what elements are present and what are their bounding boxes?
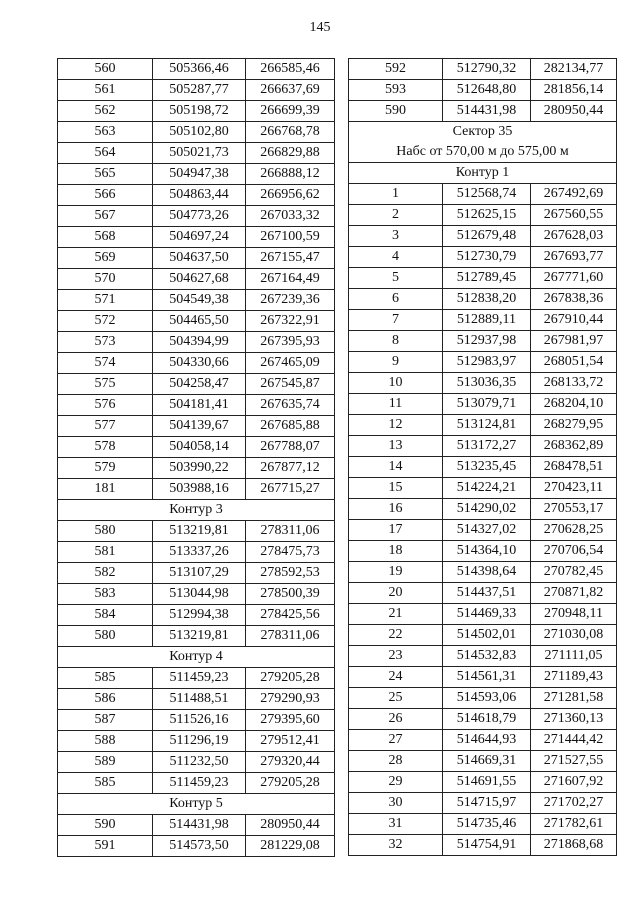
x-coordinate-cell: 514431,98 (153, 815, 246, 836)
table-row (58, 416, 335, 437)
table-row (58, 269, 335, 290)
table-row (58, 332, 335, 353)
point-number-cell: 6 (349, 289, 443, 310)
table-row (349, 394, 617, 415)
y-coordinate-cell: 271189,43 (531, 667, 617, 688)
x-coordinate-cell: 504863,44 (153, 185, 246, 206)
coordinates-table-right (348, 58, 617, 856)
y-coordinate-cell: 271868,68 (531, 835, 617, 856)
table-row (349, 772, 617, 793)
y-coordinate-cell: 266585,46 (246, 59, 335, 80)
point-number-cell: 590 (58, 815, 153, 836)
table-row (349, 247, 617, 268)
contour-header-row (58, 500, 335, 521)
y-coordinate-cell: 267628,03 (531, 226, 617, 247)
y-coordinate-cell: 267685,88 (246, 416, 335, 437)
x-coordinate-cell: 514618,79 (443, 709, 531, 730)
x-coordinate-cell: 513172,27 (443, 436, 531, 457)
x-coordinate-cell: 514502,01 (443, 625, 531, 646)
y-coordinate-cell: 267239,36 (246, 290, 335, 311)
point-number-cell: 589 (58, 752, 153, 773)
x-coordinate-cell: 511296,19 (153, 731, 246, 752)
y-coordinate-cell: 267492,69 (531, 184, 617, 205)
point-number-cell: 567 (58, 206, 153, 227)
point-number-cell: 22 (349, 625, 443, 646)
table-row (349, 499, 617, 520)
y-coordinate-cell: 281229,08 (246, 836, 335, 857)
point-number-cell: 27 (349, 730, 443, 751)
y-coordinate-cell: 267545,87 (246, 374, 335, 395)
y-coordinate-cell: 271281,58 (531, 688, 617, 709)
x-coordinate-cell: 512789,45 (443, 268, 531, 289)
table-row (58, 563, 335, 584)
point-number-cell: 566 (58, 185, 153, 206)
point-number-cell: 26 (349, 709, 443, 730)
point-number-cell: 585 (58, 668, 153, 689)
point-number-cell: 4 (349, 247, 443, 268)
table-row (58, 605, 335, 626)
x-coordinate-cell: 513079,71 (443, 394, 531, 415)
table-row (58, 521, 335, 542)
y-coordinate-cell: 266888,12 (246, 164, 335, 185)
point-number-cell: 573 (58, 332, 153, 353)
point-number-cell: 21 (349, 604, 443, 625)
table-row (349, 814, 617, 835)
x-coordinate-cell: 512568,74 (443, 184, 531, 205)
table-row (58, 437, 335, 458)
point-number-cell: 8 (349, 331, 443, 352)
y-coordinate-cell: 267771,60 (531, 268, 617, 289)
contour-header-row (349, 163, 617, 184)
table-row (349, 730, 617, 751)
y-coordinate-cell: 270628,25 (531, 520, 617, 541)
y-coordinate-cell: 271527,55 (531, 751, 617, 772)
table-row (58, 311, 335, 332)
coordinates-table-left (57, 58, 335, 857)
point-number-cell: 12 (349, 415, 443, 436)
x-coordinate-cell: 512937,98 (443, 331, 531, 352)
point-number-cell: 583 (58, 584, 153, 605)
y-coordinate-cell: 271030,08 (531, 625, 617, 646)
x-coordinate-cell: 505366,46 (153, 59, 246, 80)
y-coordinate-cell: 280950,44 (531, 101, 617, 122)
point-number-cell: 575 (58, 374, 153, 395)
table-row (349, 268, 617, 289)
point-number-cell: 19 (349, 562, 443, 583)
table-row (349, 226, 617, 247)
point-number-cell: 14 (349, 457, 443, 478)
page-number: 145 (309, 20, 331, 35)
y-coordinate-cell: 279320,44 (246, 752, 335, 773)
point-number-cell: 5 (349, 268, 443, 289)
table-row (58, 752, 335, 773)
sector-title: Сектор 35 (452, 124, 513, 139)
x-coordinate-cell: 514437,51 (443, 583, 531, 604)
table-row (349, 310, 617, 331)
y-coordinate-cell: 279512,41 (246, 731, 335, 752)
x-coordinate-cell: 514691,55 (443, 772, 531, 793)
x-coordinate-cell: 512679,48 (443, 226, 531, 247)
point-number-cell: 563 (58, 122, 153, 143)
y-coordinate-cell: 268362,89 (531, 436, 617, 457)
y-coordinate-cell: 266699,39 (246, 101, 335, 122)
y-coordinate-cell: 267877,12 (246, 458, 335, 479)
y-coordinate-cell: 270948,11 (531, 604, 617, 625)
point-number-cell: 561 (58, 80, 153, 101)
point-number-cell: 581 (58, 542, 153, 563)
x-coordinate-cell: 504627,68 (153, 269, 246, 290)
point-number-cell: 565 (58, 164, 153, 185)
x-coordinate-cell: 514469,33 (443, 604, 531, 625)
table-row (58, 227, 335, 248)
x-coordinate-cell: 512730,79 (443, 247, 531, 268)
table-row (58, 584, 335, 605)
table-row (349, 583, 617, 604)
x-coordinate-cell: 512983,97 (443, 352, 531, 373)
table-row (58, 479, 335, 500)
y-coordinate-cell: 278425,56 (246, 605, 335, 626)
x-coordinate-cell: 505198,72 (153, 101, 246, 122)
point-number-cell: 571 (58, 290, 153, 311)
x-coordinate-cell: 512994,38 (153, 605, 246, 626)
y-coordinate-cell: 267715,27 (246, 479, 335, 500)
x-coordinate-cell: 512889,11 (443, 310, 531, 331)
x-coordinate-cell: 503988,16 (153, 479, 246, 500)
x-coordinate-cell: 514327,02 (443, 520, 531, 541)
x-coordinate-cell: 514561,31 (443, 667, 531, 688)
x-coordinate-cell: 504258,47 (153, 374, 246, 395)
contour-header-row (58, 794, 335, 815)
point-number-cell: 11 (349, 394, 443, 415)
table-row (58, 185, 335, 206)
table-row (349, 751, 617, 772)
y-coordinate-cell: 268051,54 (531, 352, 617, 373)
point-number-cell: 7 (349, 310, 443, 331)
y-coordinate-cell: 267322,91 (246, 311, 335, 332)
table-row (349, 205, 617, 226)
point-number-cell: 587 (58, 710, 153, 731)
table-row (349, 562, 617, 583)
x-coordinate-cell: 504773,26 (153, 206, 246, 227)
x-coordinate-cell: 513219,81 (153, 521, 246, 542)
y-coordinate-cell: 268204,10 (531, 394, 617, 415)
y-coordinate-cell: 280950,44 (246, 815, 335, 836)
point-number-cell: 592 (349, 59, 443, 80)
x-coordinate-cell: 512648,80 (443, 80, 531, 101)
y-coordinate-cell: 270553,17 (531, 499, 617, 520)
contour-header: Контур 4 (58, 647, 335, 668)
y-coordinate-cell: 267033,32 (246, 206, 335, 227)
table-row (58, 290, 335, 311)
point-number-cell: 579 (58, 458, 153, 479)
point-number-cell: 13 (349, 436, 443, 457)
y-coordinate-cell: 278592,53 (246, 563, 335, 584)
x-coordinate-cell: 504947,38 (153, 164, 246, 185)
table-row (58, 542, 335, 563)
table-row (349, 835, 617, 856)
point-number-cell: 10 (349, 373, 443, 394)
x-coordinate-cell: 512838,20 (443, 289, 531, 310)
y-coordinate-cell: 266829,88 (246, 143, 335, 164)
y-coordinate-cell: 271360,13 (531, 709, 617, 730)
y-coordinate-cell: 267560,55 (531, 205, 617, 226)
table-row (58, 773, 335, 794)
point-number-cell: 25 (349, 688, 443, 709)
x-coordinate-cell: 505287,77 (153, 80, 246, 101)
table-row (58, 689, 335, 710)
point-number-cell: 24 (349, 667, 443, 688)
contour-header-row (58, 647, 335, 668)
table-row (349, 457, 617, 478)
point-number-cell: 18 (349, 541, 443, 562)
x-coordinate-cell: 504697,24 (153, 227, 246, 248)
point-number-cell: 568 (58, 227, 153, 248)
contour-header: Контур 5 (58, 794, 335, 815)
point-number-cell: 578 (58, 437, 153, 458)
point-number-cell: 15 (349, 478, 443, 499)
x-coordinate-cell: 504181,41 (153, 395, 246, 416)
point-number-cell: 2 (349, 205, 443, 226)
y-coordinate-cell: 267838,36 (531, 289, 617, 310)
x-coordinate-cell: 514735,46 (443, 814, 531, 835)
x-coordinate-cell: 504465,50 (153, 311, 246, 332)
y-coordinate-cell: 278500,39 (246, 584, 335, 605)
point-number-cell: 569 (58, 248, 153, 269)
x-coordinate-cell: 513107,29 (153, 563, 246, 584)
point-number-cell: 30 (349, 793, 443, 814)
point-number-cell: 586 (58, 689, 153, 710)
contour-header: Контур 1 (349, 163, 617, 184)
point-number-cell: 28 (349, 751, 443, 772)
table-row (58, 248, 335, 269)
table-row (58, 710, 335, 731)
table-row (58, 122, 335, 143)
table-row (349, 415, 617, 436)
x-coordinate-cell: 514593,06 (443, 688, 531, 709)
point-number-cell: 590 (349, 101, 443, 122)
y-coordinate-cell: 268279,95 (531, 415, 617, 436)
x-coordinate-cell: 514669,31 (443, 751, 531, 772)
table-row (58, 143, 335, 164)
x-coordinate-cell: 513235,45 (443, 457, 531, 478)
point-number-cell: 20 (349, 583, 443, 604)
y-coordinate-cell: 266956,62 (246, 185, 335, 206)
y-coordinate-cell: 267981,97 (531, 331, 617, 352)
table-row (349, 352, 617, 373)
point-number-cell: 1 (349, 184, 443, 205)
point-number-cell: 3 (349, 226, 443, 247)
y-coordinate-cell: 270871,82 (531, 583, 617, 604)
table-row (58, 353, 335, 374)
point-number-cell: 585 (58, 773, 153, 794)
x-coordinate-cell: 504394,99 (153, 332, 246, 353)
table-row (349, 478, 617, 499)
table-row (58, 836, 335, 857)
table-row (58, 206, 335, 227)
point-number-cell: 562 (58, 101, 153, 122)
x-coordinate-cell: 514715,97 (443, 793, 531, 814)
y-coordinate-cell: 267395,93 (246, 332, 335, 353)
y-coordinate-cell: 270423,11 (531, 478, 617, 499)
x-coordinate-cell: 514364,10 (443, 541, 531, 562)
point-number-cell: 181 (58, 479, 153, 500)
point-number-cell: 23 (349, 646, 443, 667)
y-coordinate-cell: 278311,06 (246, 521, 335, 542)
x-coordinate-cell: 503990,22 (153, 458, 246, 479)
table-row (349, 688, 617, 709)
point-number-cell: 560 (58, 59, 153, 80)
table-row (349, 373, 617, 394)
contour-header: Контур 3 (58, 500, 335, 521)
y-coordinate-cell: 268478,51 (531, 457, 617, 478)
y-coordinate-cell: 271782,61 (531, 814, 617, 835)
point-number-cell: 591 (58, 836, 153, 857)
x-coordinate-cell: 504139,67 (153, 416, 246, 437)
table-row (349, 625, 617, 646)
table-row (58, 626, 335, 647)
table-row (58, 80, 335, 101)
point-number-cell: 576 (58, 395, 153, 416)
table-row (349, 709, 617, 730)
y-coordinate-cell: 266637,69 (246, 80, 335, 101)
x-coordinate-cell: 513036,35 (443, 373, 531, 394)
x-coordinate-cell: 514290,02 (443, 499, 531, 520)
table-row (349, 646, 617, 667)
x-coordinate-cell: 513044,98 (153, 584, 246, 605)
point-number-cell: 31 (349, 814, 443, 835)
point-number-cell: 9 (349, 352, 443, 373)
y-coordinate-cell: 281856,14 (531, 80, 617, 101)
point-number-cell: 588 (58, 731, 153, 752)
x-coordinate-cell: 505021,73 (153, 143, 246, 164)
y-coordinate-cell: 270706,54 (531, 541, 617, 562)
point-number-cell: 584 (58, 605, 153, 626)
point-number-cell: 574 (58, 353, 153, 374)
y-coordinate-cell: 271702,27 (531, 793, 617, 814)
table-row (349, 793, 617, 814)
table-row (349, 289, 617, 310)
y-coordinate-cell: 278475,73 (246, 542, 335, 563)
y-coordinate-cell: 279205,28 (246, 668, 335, 689)
y-coordinate-cell: 271444,42 (531, 730, 617, 751)
y-coordinate-cell: 267164,49 (246, 269, 335, 290)
point-number-cell: 580 (58, 521, 153, 542)
table-row (58, 458, 335, 479)
x-coordinate-cell: 504330,66 (153, 353, 246, 374)
y-coordinate-cell: 267155,47 (246, 248, 335, 269)
x-coordinate-cell: 511526,16 (153, 710, 246, 731)
table-row (58, 668, 335, 689)
x-coordinate-cell: 505102,80 (153, 122, 246, 143)
y-coordinate-cell: 271607,92 (531, 772, 617, 793)
point-number-cell: 593 (349, 80, 443, 101)
table-row (58, 815, 335, 836)
sector-header (349, 122, 617, 163)
y-coordinate-cell: 267635,74 (246, 395, 335, 416)
y-coordinate-cell: 267465,09 (246, 353, 335, 374)
point-number-cell: 17 (349, 520, 443, 541)
x-coordinate-cell: 513337,26 (153, 542, 246, 563)
y-coordinate-cell: 279290,93 (246, 689, 335, 710)
y-coordinate-cell: 270782,45 (531, 562, 617, 583)
point-number-cell: 564 (58, 143, 153, 164)
x-coordinate-cell: 504058,14 (153, 437, 246, 458)
x-coordinate-cell: 514573,50 (153, 836, 246, 857)
table-row (58, 731, 335, 752)
table-row (58, 101, 335, 122)
point-number-cell: 570 (58, 269, 153, 290)
x-coordinate-cell: 514644,93 (443, 730, 531, 751)
table-row (58, 374, 335, 395)
x-coordinate-cell: 513219,81 (153, 626, 246, 647)
y-coordinate-cell: 279205,28 (246, 773, 335, 794)
table-row (349, 541, 617, 562)
table-row (349, 667, 617, 688)
table-row (58, 164, 335, 185)
y-coordinate-cell: 267693,77 (531, 247, 617, 268)
y-coordinate-cell: 267910,44 (531, 310, 617, 331)
table-row (349, 331, 617, 352)
y-coordinate-cell: 267788,07 (246, 437, 335, 458)
table-row (349, 520, 617, 541)
x-coordinate-cell: 512625,15 (443, 205, 531, 226)
x-coordinate-cell: 511232,50 (153, 752, 246, 773)
point-number-cell: 582 (58, 563, 153, 584)
table-row (58, 395, 335, 416)
table-row (349, 59, 617, 80)
x-coordinate-cell: 504549,38 (153, 290, 246, 311)
point-number-cell: 580 (58, 626, 153, 647)
sector-height-range: Набс от 570,00 м до 575,00 м (396, 144, 569, 159)
y-coordinate-cell: 271111,05 (531, 646, 617, 667)
y-coordinate-cell: 267100,59 (246, 227, 335, 248)
point-number-cell: 32 (349, 835, 443, 856)
table-row (349, 80, 617, 101)
point-number-cell: 29 (349, 772, 443, 793)
point-number-cell: 572 (58, 311, 153, 332)
x-coordinate-cell: 511459,23 (153, 773, 246, 794)
x-coordinate-cell: 511459,23 (153, 668, 246, 689)
x-coordinate-cell: 514532,83 (443, 646, 531, 667)
y-coordinate-cell: 278311,06 (246, 626, 335, 647)
table-row (349, 604, 617, 625)
x-coordinate-cell: 513124,81 (443, 415, 531, 436)
y-coordinate-cell: 268133,72 (531, 373, 617, 394)
x-coordinate-cell: 512790,32 (443, 59, 531, 80)
table-row (349, 184, 617, 205)
point-number-cell: 577 (58, 416, 153, 437)
y-coordinate-cell: 266768,78 (246, 122, 335, 143)
table-row (58, 59, 335, 80)
y-coordinate-cell: 282134,77 (531, 59, 617, 80)
point-number-cell: 16 (349, 499, 443, 520)
sector-header-row (349, 122, 617, 163)
x-coordinate-cell: 504637,50 (153, 248, 246, 269)
x-coordinate-cell: 511488,51 (153, 689, 246, 710)
x-coordinate-cell: 514754,91 (443, 835, 531, 856)
x-coordinate-cell: 514224,21 (443, 478, 531, 499)
x-coordinate-cell: 514431,98 (443, 101, 531, 122)
table-row (349, 436, 617, 457)
y-coordinate-cell: 279395,60 (246, 710, 335, 731)
table-row (349, 101, 617, 122)
x-coordinate-cell: 514398,64 (443, 562, 531, 583)
